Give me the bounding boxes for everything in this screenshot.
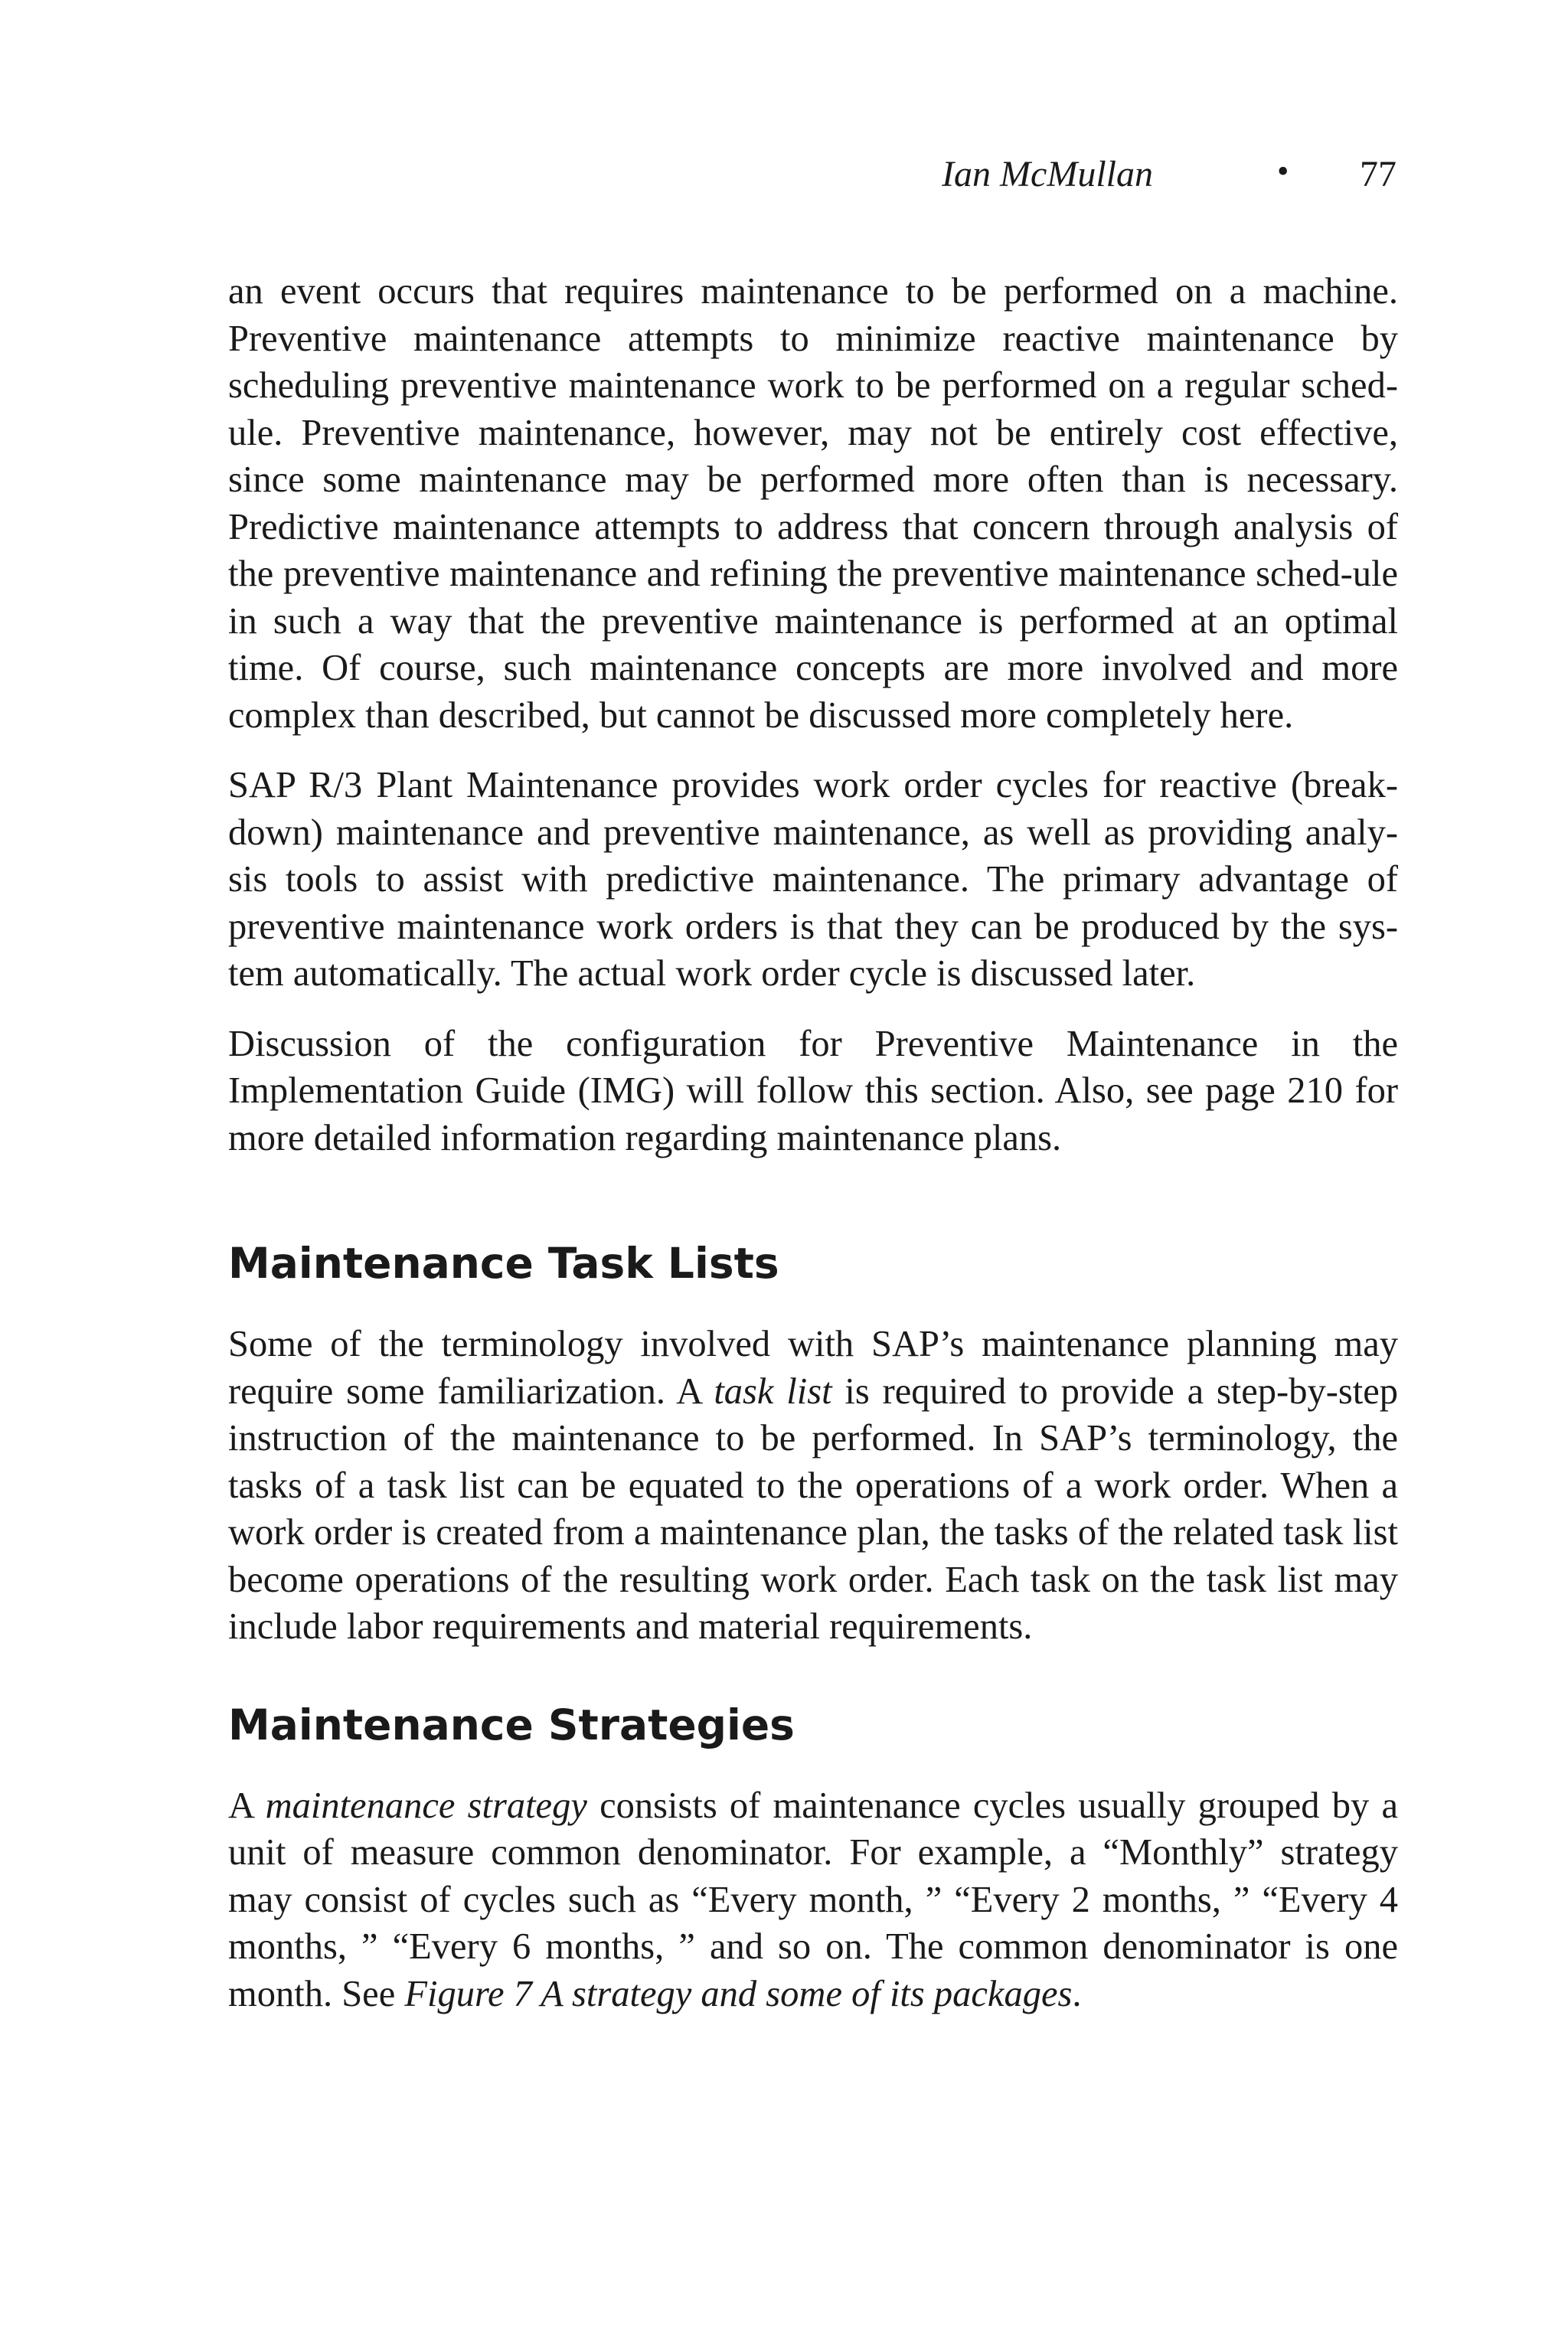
figure-reference: Figure 7 A strategy and some of its packages: [404, 1973, 1073, 2014]
strategies-text-end: .: [1072, 1973, 1082, 2014]
header-bullet: •: [1277, 152, 1289, 190]
task-lists-text-start: Some of the terminology involved with SAP’s maintenance planning may require some familiarization. A: [228, 1324, 1398, 1412]
paragraph-reactive-preventive: an event occurs that requires maintenance to be performed on a machine. Preventive maintenance attempts to minimize reactive maintenance by scheduling preventive maintenance work to be performed on a regular sched-ule. Preventive maintenance, however, may not be entirely cost effective, since some maintenance may be performed more often than is necessary. Predictive maintenance attempts to address that concern through analysis of the preventive maintenance and refining the preventive maintenance sched-ule in such a way that the preventive maintenance is performed at an optimal time. Of course, such maintenance concepts are more involved and more complex than described, but cannot be discussed more completely here.: [228, 271, 1398, 736]
paragraph-sap-plant-maintenance: SAP R/3 Plant Maintenance provides work order cycles for reactive (break-down) maintenance and preventive maintenance, as well as providing analy-sis tools to assist with predictive maintenance. The primary advantage of preventive maintenance work orders is that they can be produced by the sys-tem automatically. The actual work order cycle is discussed later.: [228, 765, 1398, 994]
term-maintenance-strategy: maintenance strategy: [265, 1785, 587, 1826]
running-header: [0, 153, 1568, 207]
page-number: 77: [1360, 154, 1396, 194]
term-task-list: task list: [714, 1370, 832, 1412]
paragraph-task-lists: [228, 1321, 1398, 1651]
strategies-text-start: A: [228, 1785, 266, 1826]
running-author: Ian McMullan: [942, 154, 1153, 194]
page-body: [228, 268, 1398, 2040]
strategies-text-middle: consists of maintenance cycles usually grouped by a unit of measure common denominator. For example, a “Monthly” strategy may consist of cycles such as “Every month, ” “Every 2 months, ” “Every 4 months, ” “Every 6 months, ” and so on. The common denominator is one month. See: [228, 1785, 1398, 2014]
heading-maintenance-strategies: Maintenance Strategies: [228, 1700, 795, 1749]
paragraph-configuration: Discussion of the configuration for Preventive Maintenance in the Implementation Guide (IMG) will follow this section. Also, see page 210 for more detailed information regarding maintenance plans.: [228, 1023, 1398, 1158]
task-lists-text-end: is required to provide a step-by-step instruction of the maintenance to be performed. In SAP’s terminology, the tasks of a task list can be equated to the operations of a work order. When a work order is created from a maintenance plan, the tasks of the related task list become operations of the resulting work order. Each task on the task list may include labor requirements and material requirements.: [228, 1370, 1398, 1647]
heading-maintenance-task-lists: Maintenance Task Lists: [228, 1239, 779, 1288]
paragraph-strategies: [228, 1782, 1398, 2018]
